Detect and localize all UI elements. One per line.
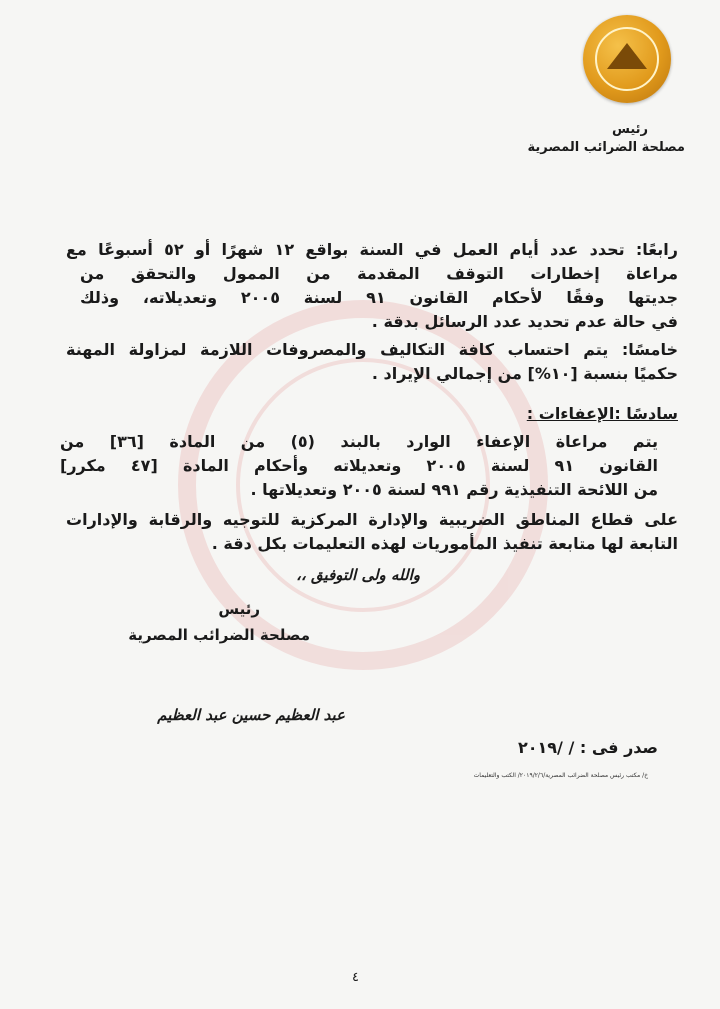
body-line: في حالة عدم تحديد عدد الرسائل بدقة . bbox=[371, 312, 678, 331]
body-line: التابعة لها متابعة تنفيذ المأموريات لهذه التعليمات بكل دقة . bbox=[211, 534, 678, 553]
closing-phrase: والله ولى التوفيق ،، bbox=[296, 566, 420, 584]
body-line: حكميًا بنسبة [١٠%] من إجمالي الإيراد . bbox=[371, 364, 678, 383]
body-line: رابعًا: تحدد عدد أيام العمل في السنة بواقع ١٢ شهرًا أو ٥٢ أسبوعًا مع bbox=[66, 240, 679, 259]
body-line: يتم مراعاة الإعفاء الوارد بالبند (٥) من المادة [٣٦] من bbox=[60, 432, 659, 451]
page-number: ٤ bbox=[352, 970, 359, 985]
body-line: من اللائحة التنفيذية رقم ٩٩١ لسنة ٢٠٠٥ وتعديلاتها . bbox=[250, 480, 658, 499]
header-subtitle: مصلحة الضرائب المصرية bbox=[527, 140, 685, 155]
signatory-name: عبد العظيم حسين عبد العظيم bbox=[157, 706, 345, 724]
body-line: القانون ٩١ لسنة ٢٠٠٥ وتعديلاته وأحكام المادة [٤٧ مكرر] bbox=[60, 456, 658, 475]
body-line: جديتها وفقًا لأحكام القانون ٩١ لسنة ٢٠٠٥ وتعديلاته، وذلك bbox=[80, 288, 678, 307]
signature-org: مصلحة الضرائب المصرية bbox=[128, 626, 310, 644]
signature-title: رئيس bbox=[218, 600, 260, 618]
body-line: مراعاة إخطارات التوقف المقدمة من الممول والتحقق من bbox=[80, 264, 678, 283]
section-heading: سادسًا :الإعفاءات : bbox=[526, 404, 678, 423]
ministry-logo-icon bbox=[583, 15, 671, 103]
footnote-ref: خ/ مكتب رئيس مصلحة الضرائب المصرية/٢٠١٩/٢/٦/ الكتب والتعليمات bbox=[473, 772, 648, 779]
body-line: خامسًا: يتم احتساب كافة التكاليف والمصروفات اللازمة لمزاولة المهنة bbox=[66, 340, 678, 359]
issue-date: صدر فى : / /٢٠١٩ bbox=[517, 738, 658, 757]
header-title: رئيس bbox=[611, 122, 648, 137]
body-line: على قطاع المناطق الضريبية والإدارة المركزية للتوجيه والرقابة والإدارات bbox=[66, 510, 678, 529]
